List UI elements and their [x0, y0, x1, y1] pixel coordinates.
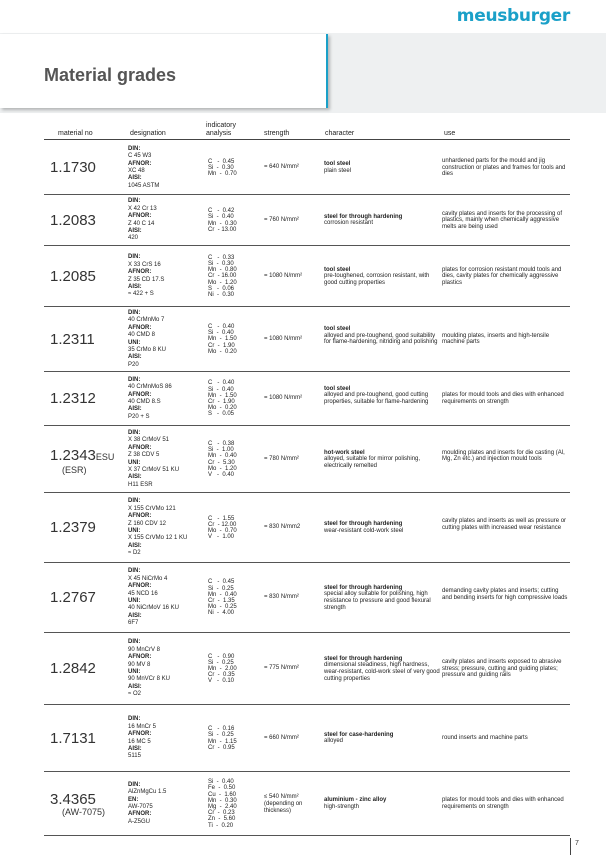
analysis-element: C - 0.38	[208, 440, 235, 447]
standard-value: AW-7075	[128, 804, 153, 811]
material-number-alt: (AW-7075)	[62, 807, 106, 817]
analysis	[208, 441, 237, 478]
col-use: use	[444, 130, 456, 137]
analysis-element: C - 0.42	[208, 208, 235, 215]
standard-value: X 45 NiCrMo 4	[128, 575, 168, 582]
analysis-element: Cr - 5.30	[208, 459, 235, 466]
standard-value: 40 CrMnMoS 86	[128, 384, 172, 391]
strength-value: = 760 N/mm²	[264, 216, 299, 223]
analysis	[208, 255, 237, 298]
table-row	[44, 633, 570, 705]
analysis-element: Si - 0.30	[208, 164, 234, 171]
analysis-element: Si - 0.25	[208, 659, 234, 666]
use-description: unhardened parts for the mould and jig construction or plates and frames for tools and dies	[442, 158, 566, 178]
analysis-element: Mn - 1.15	[208, 738, 237, 745]
character	[324, 732, 442, 745]
character-title: tool steel	[324, 385, 351, 392]
analysis	[208, 324, 237, 355]
standard-value: 90 MV 8	[128, 661, 151, 668]
designation	[128, 146, 159, 190]
analysis-element: Mo - 0.20	[208, 405, 237, 412]
col-strength: strength	[264, 130, 290, 137]
analysis	[208, 579, 237, 616]
material-number	[50, 391, 96, 406]
analysis-element: Cr - 13.00	[208, 226, 237, 233]
analysis-element: Mo - 0.70	[208, 528, 237, 534]
character-title: hot-work steel	[324, 449, 365, 456]
analysis-element: Mn - 0.40	[208, 591, 237, 598]
analysis-element: Si - 1.00	[208, 447, 234, 454]
character	[324, 521, 442, 534]
use-description: plates for corrosion resistant mould tools and dies, cavity plates for chemically aggressive plastics	[442, 266, 562, 286]
standard-label: AISI:	[128, 542, 142, 549]
standard-value: 90 MnVCr 8 KU	[128, 676, 171, 683]
analysis-element: Mn - 0.80	[208, 267, 237, 274]
table-row	[44, 563, 570, 633]
table-row	[44, 493, 570, 563]
table-row	[44, 426, 570, 493]
analysis-element: Si - 0.30	[208, 261, 234, 267]
standard-label: AFNOR:	[128, 811, 152, 818]
material-number	[50, 661, 96, 676]
analysis-element: C - 0.33	[208, 254, 235, 261]
analysis-element: Cu - 1.60	[208, 791, 237, 798]
standard-value: H11 ESR	[128, 481, 153, 488]
designation	[128, 782, 166, 826]
footer-rule	[570, 838, 571, 855]
top-bar	[0, 0, 606, 36]
standard-value: XC 48	[128, 168, 145, 175]
character-title: steel for through hardening	[324, 584, 403, 591]
analysis-element: Cr - 0.95	[208, 744, 235, 751]
header-rule	[44, 139, 570, 140]
analysis-element: Mo - 0.20	[208, 348, 237, 355]
use-description: moulding plates and inserts for die casting (Al, Mg, Zn etc.) and injection mould tools	[442, 449, 565, 463]
analysis-element: Cr - 12.00	[208, 521, 237, 528]
material-number-value: 3.4365	[50, 791, 96, 808]
standard-value: X 37 CrMoV 51 KU	[128, 466, 180, 473]
standard-label: AISI:	[128, 227, 142, 234]
character-title: tool steel	[324, 266, 351, 273]
character	[324, 656, 442, 682]
standard-value: Z 40 C 14	[128, 220, 155, 227]
material-number-value: 1.2842	[50, 660, 96, 677]
character-description: alloyed and pre-toughend, good suitability for flame-hardening, nitriding and polishing	[324, 332, 438, 346]
designation	[128, 430, 179, 489]
analysis-element: Mn - 0.70	[208, 171, 237, 178]
analysis-element: Mn - 0.30	[208, 797, 237, 804]
designation	[128, 639, 170, 698]
analysis-element: Mn - 0.40	[208, 453, 237, 460]
standard-label: AFNOR:	[128, 324, 152, 331]
standard-label: DIN:	[128, 568, 141, 575]
standard-value: 45 NCD 16	[128, 590, 158, 597]
use-description: plates for mould tools and dies with enhanced requirements on strength	[442, 392, 564, 405]
character-description: high-strength	[324, 803, 360, 810]
strength-value: = 1080 N/mm²	[264, 335, 303, 342]
standard-label: DIN:	[128, 198, 141, 205]
col-character: character	[325, 130, 355, 137]
analysis-element: Fe - 0.50	[208, 785, 236, 792]
standard-value: X 155 CrVMo 12 1 KU	[128, 535, 188, 542]
standard-label: AISI:	[128, 175, 142, 182]
character-description: wear-resistant cold-work steel	[324, 527, 404, 534]
col-analysis	[206, 122, 236, 138]
material-number	[50, 332, 95, 347]
standard-label: AFNOR:	[128, 160, 152, 167]
standard-label: DIN:	[128, 716, 141, 723]
standard-label: AISI:	[128, 474, 142, 481]
standard-value: C 45 W3	[128, 153, 152, 160]
use-description: plates for mould tools and dies with enhanced requirements on strength	[442, 797, 564, 810]
analysis-element: C - 0.40	[208, 324, 235, 330]
standard-value: 16 MC 5	[128, 738, 151, 745]
character-title: tool steel	[324, 326, 351, 333]
material-number-value: 1.2311	[50, 330, 95, 348]
analysis	[208, 779, 237, 829]
standard-label: AISI:	[128, 406, 142, 413]
character	[324, 386, 442, 406]
standard-label: AFNOR:	[128, 583, 152, 590]
standard-label: UNI:	[128, 528, 141, 535]
character-title: tool steel	[324, 161, 351, 168]
standard-label: DIN:	[128, 781, 141, 788]
standard-value: Z 160 CDV 12	[128, 520, 167, 527]
standard-value: 35 CrMo 8 KU	[128, 346, 167, 353]
analysis-element: Mn - 0.30	[208, 220, 237, 227]
standard-label: AISI:	[128, 745, 142, 752]
table-row	[44, 772, 570, 836]
standard-value: ≈ 422 + S	[128, 291, 154, 298]
character	[324, 585, 442, 611]
material-number-value: 1.2767	[50, 589, 96, 606]
title-box	[0, 34, 328, 108]
table-row	[44, 705, 570, 772]
standard-label: AFNOR:	[128, 213, 152, 220]
analysis-element: C - 1.55	[208, 515, 235, 522]
character-description: alloyed, suitable for mirror polishing, electrically remelted	[324, 456, 421, 469]
analysis-element: Si - 0.40	[208, 779, 234, 786]
standard-value: ≈ O2	[128, 691, 141, 698]
material-number	[50, 269, 96, 284]
analysis-element: Mo - 1.20	[208, 279, 237, 286]
standard-value: ≈ D2	[128, 550, 141, 557]
strength-value: = 830 N/mm2	[264, 524, 301, 530]
analysis-element: S - 0.06	[208, 285, 235, 292]
analysis-element: Ni - 4.00	[208, 610, 235, 617]
material-number	[50, 160, 96, 175]
material-number	[50, 731, 96, 746]
material-number-value: 1.2085	[50, 267, 96, 285]
strength-value: = 640 N/mm²	[264, 164, 299, 170]
character	[324, 214, 442, 227]
standard-label: UNI:	[128, 598, 141, 605]
col-material-no: material no	[58, 130, 93, 137]
strength-value: = 1080 N/mm²	[264, 395, 303, 401]
character-description: alloyed and pre-toughend, good cutting properties, suitable for flame-hardening	[324, 392, 429, 405]
standard-value: 420	[128, 235, 139, 242]
designation	[128, 377, 172, 421]
analysis-element: V - 1.00	[208, 534, 235, 541]
use-description: cavity plates and inserts as well as pressure or cutting plates with increased wear resistance	[442, 518, 567, 531]
standard-label: AISI:	[128, 683, 142, 690]
brand-logo: meusburger	[456, 6, 570, 26]
table-row	[44, 195, 570, 246]
standard-label: AFNOR:	[128, 513, 152, 520]
table-row	[44, 372, 570, 426]
col-analysis-line2: analysis	[206, 130, 232, 137]
table-row	[44, 141, 570, 195]
character-description: pre-toughened, corrosion resistant, with good cutting properties	[324, 273, 430, 286]
strength-value: = 1080 N/mm²	[264, 272, 303, 279]
analysis-element: Ni - 0.30	[208, 292, 235, 299]
character-title: aluminium - zinc alloy	[324, 797, 387, 804]
material-number-value: 1.2343	[50, 446, 96, 464]
analysis-element: Si - 0.25	[208, 585, 234, 592]
analysis-element: S - 0.05	[208, 411, 235, 418]
analysis-element: Cr - 1.90	[208, 399, 235, 405]
page-number: 7	[575, 840, 579, 847]
page-title: Material grades	[44, 65, 177, 85]
character-description: special alloy suitable for polishing, high resistance to pressure and good flexural strength	[324, 591, 431, 611]
standard-label: DIN:	[128, 145, 141, 152]
standard-value: A-Z5GU	[128, 818, 151, 825]
strength-value: = 660 N/mm²	[264, 734, 299, 741]
analysis	[208, 516, 237, 541]
standard-value: P20 + S	[128, 413, 150, 420]
strength-value: = 830 N/mm²	[264, 594, 299, 600]
standard-label: UNI:	[128, 459, 141, 466]
designation	[128, 198, 157, 242]
analysis-element: Zn - 5.60	[208, 816, 236, 823]
character	[324, 797, 442, 810]
material-number-value: 1.1730	[50, 159, 96, 176]
standard-value: 90 MnCrV 8	[128, 646, 161, 653]
use-description: cavity plates and inserts for the processing of plastics, mainly when chemically aggressive melts are being used	[442, 210, 563, 230]
standard-value: Z 38 CDV 5	[128, 452, 160, 459]
character-description: plain steel	[324, 167, 352, 174]
material-number-suffix: ESU	[95, 451, 115, 462]
standard-label: DIN:	[128, 254, 141, 261]
standard-label: UNI:	[128, 339, 141, 346]
use-description: demanding cavity plates and inserts; cutting and bending inserts for high compressive loads	[442, 588, 568, 601]
character-title: steel for case-hardening	[324, 731, 394, 738]
standard-label: AFNOR:	[128, 731, 152, 738]
character	[324, 326, 442, 346]
standard-value: X 155 CrVMo 121	[128, 505, 176, 512]
analysis-element: Si - 0.40	[208, 214, 234, 221]
standard-value: 40 NiCrMoV 16 KU	[128, 605, 180, 612]
standard-label: DIN:	[128, 309, 141, 316]
strength-value: = 780 N/mm²	[264, 455, 299, 462]
standard-value: X 38 CrMoV 51	[128, 437, 170, 444]
use-description: cavity plates and inserts exposed to abrasive stress; pressure, cutting and guiding plates; pressure and guiding rails	[442, 659, 562, 679]
analysis-element: Si - 0.40	[208, 386, 234, 393]
analysis-element: Cr - 0.23	[208, 810, 235, 817]
character-title: steel for through hardening	[324, 521, 403, 528]
analysis-element: Si - 0.40	[208, 330, 234, 337]
analysis-element: Mn - 1.50	[208, 392, 237, 399]
analysis-element: Mn - 2.00	[208, 665, 237, 672]
standard-value: 40 CMD 8.S	[128, 399, 161, 406]
designation	[128, 716, 156, 760]
material-number-value: 1.7131	[50, 729, 96, 747]
standard-value: 1045 ASTM	[128, 182, 160, 189]
character-description: corrosion resistant	[324, 220, 374, 227]
standard-label: AFNOR:	[128, 654, 152, 661]
col-analysis-line1: indicatory	[206, 122, 236, 129]
material-number	[50, 590, 96, 605]
analysis-element: Cr - 0.35	[208, 672, 235, 679]
standard-value: 6F7	[128, 620, 139, 627]
analysis-element: C - 0.16	[208, 726, 235, 733]
use-description: moulding plates, inserts and high-tensile machine parts	[442, 332, 550, 346]
designation	[128, 310, 166, 369]
table-row	[44, 246, 570, 307]
character-description: alloyed	[324, 738, 344, 745]
material-number	[50, 213, 96, 228]
analysis-element: Mo - 0.25	[208, 604, 237, 611]
standard-label: DIN:	[128, 376, 141, 383]
analysis	[208, 208, 237, 233]
analysis	[208, 726, 237, 751]
designation	[128, 568, 179, 627]
strength-value: = 775 N/mm²	[264, 665, 299, 671]
material-number-value: 1.2312	[50, 390, 96, 407]
row-divider	[44, 835, 570, 836]
standard-label: DIN:	[128, 498, 141, 505]
analysis-element: Cr - 1.90	[208, 342, 235, 349]
character	[324, 267, 442, 287]
table-row	[44, 307, 570, 372]
material-number-value: 1.2379	[50, 519, 96, 536]
standard-value: X 33 CrS 16	[128, 261, 161, 268]
standard-label: AFNOR:	[128, 269, 152, 276]
analysis	[208, 159, 237, 178]
character-title: steel for through hardening	[324, 213, 403, 220]
material-number	[50, 792, 105, 818]
standard-value: P20	[128, 361, 139, 368]
standard-label: DIN:	[128, 639, 141, 646]
designation	[128, 498, 187, 557]
analysis-element: Cr - 1.35	[208, 598, 235, 604]
standard-value: 40 CrMnMo 7	[128, 317, 165, 324]
standard-label: UNI:	[128, 669, 141, 676]
standard-label: EN:	[128, 796, 139, 803]
analysis-element: C - 0.90	[208, 653, 235, 660]
standard-label: AISI:	[128, 283, 142, 290]
standard-value: X 42 Cr 13	[128, 205, 157, 212]
standard-label: AISI:	[128, 354, 142, 361]
use-description: round inserts and machine parts	[442, 735, 528, 742]
strength-value: ≤ 540 N/mm² (depending on thickness)	[264, 794, 303, 814]
analysis-element: Si - 0.25	[208, 732, 234, 739]
analysis	[208, 654, 237, 685]
material-number	[50, 448, 114, 476]
analysis-element: Mn - 1.50	[208, 336, 237, 343]
analysis-element: Mg - 2.40	[208, 804, 237, 810]
material-number-alt: (ESR)	[62, 464, 87, 475]
material-number-value: 1.2083	[50, 211, 96, 229]
col-designation: designation	[130, 130, 166, 137]
analysis-element: Mo - 1.20	[208, 465, 237, 472]
character	[324, 161, 442, 174]
analysis-element: V - 0.10	[208, 678, 235, 685]
standard-value: Z 35 CD 17.S	[128, 276, 165, 283]
standard-value: 16 MnCr 5	[128, 723, 157, 730]
analysis-element: C - 0.40	[208, 380, 235, 387]
analysis-element: C - 0.45	[208, 579, 235, 586]
analysis-element: Cr - 16.00	[208, 273, 237, 280]
column-headers	[0, 120, 606, 140]
analysis	[208, 380, 237, 417]
character	[324, 450, 442, 470]
analysis-element: C - 0.45	[208, 158, 235, 165]
standard-label: AISI:	[128, 612, 142, 619]
character-title: steel for through hardening	[324, 655, 403, 662]
designation	[128, 254, 164, 298]
standard-value: 40 CMD 8	[128, 332, 156, 339]
character-description: dimensional steadiness, high hardness, wear-resistant, cold-work steel of very good cutting properties	[324, 662, 440, 682]
standard-label: DIN:	[128, 429, 141, 436]
standard-label: AFNOR:	[128, 444, 152, 451]
material-number	[50, 520, 96, 535]
standard-label: AFNOR:	[128, 391, 152, 398]
analysis-element: V - 0.40	[208, 471, 235, 478]
standard-value: 5115	[128, 753, 141, 760]
standard-value: AlZnMgCu 1.5	[128, 789, 167, 796]
analysis-element: Ti - 0.20	[208, 822, 234, 829]
